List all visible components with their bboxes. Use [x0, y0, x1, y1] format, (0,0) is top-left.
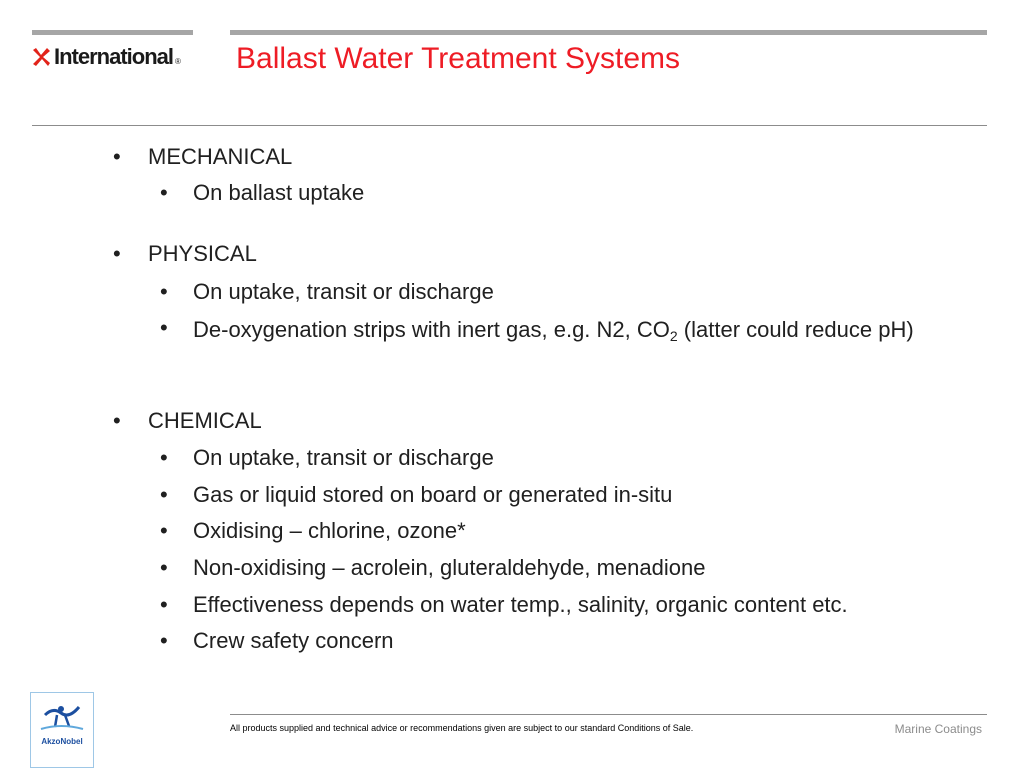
footer-disclaimer: All products supplied and technical advice or recommendations given are subject to our standard Conditions of Sale.: [230, 723, 694, 733]
subscript: 2: [669, 328, 678, 344]
list-item-text: Gas or liquid stored on board or generated in-situ: [193, 482, 673, 507]
list-item: [160, 516, 960, 546]
bullet: •: [160, 628, 168, 653]
title-divider: [32, 125, 987, 126]
bullet: •: [160, 592, 168, 617]
akzonobel-figure-icon: [31, 693, 93, 737]
footer-divider: [230, 714, 987, 715]
bullet: •: [160, 180, 168, 205]
list-item-text: Crew safety concern: [193, 628, 394, 653]
list-item: [160, 178, 960, 208]
list-item: [160, 626, 960, 656]
international-logo: [30, 44, 181, 70]
text-part: (latter could reduce pH): [677, 317, 914, 342]
bullet: •: [160, 445, 168, 470]
slide-title: Ballast Water Treatment Systems: [236, 42, 681, 75]
list-item-text: On ballast uptake: [193, 180, 365, 205]
bullet: •: [113, 241, 121, 266]
footer-division: Marine Coatings: [894, 722, 982, 736]
section-heading-text: PHYSICAL: [148, 241, 257, 266]
header-bar-left: [32, 30, 193, 35]
list-item-text: On uptake, transit or discharge: [193, 445, 494, 470]
list-item: [160, 313, 920, 347]
list-item: [160, 553, 960, 583]
list-item-text: On uptake, transit or discharge: [193, 279, 494, 304]
bullet: •: [160, 555, 168, 580]
logo-registered-mark: ®: [175, 57, 181, 66]
bullet: •: [160, 315, 168, 340]
list-item: [160, 480, 960, 510]
header-bar-right: [230, 30, 987, 35]
list-item: [160, 277, 960, 307]
section-heading: [113, 239, 257, 269]
akzonobel-label: AkzoNobel: [41, 737, 83, 746]
section-heading: [113, 406, 262, 436]
section-heading: [113, 142, 292, 172]
list-item: [160, 443, 960, 473]
section-heading-text: CHEMICAL: [148, 408, 262, 433]
list-item-text: [193, 313, 920, 347]
section-heading-text: MECHANICAL: [148, 144, 293, 169]
international-x-icon: [30, 46, 52, 68]
bullet: •: [160, 279, 168, 304]
list-item-text: Oxidising – chlorine, ozone*: [193, 518, 466, 543]
list-item-text: Non-oxidising – acrolein, gluteraldehyde, menadione: [193, 555, 706, 580]
list-item-text: Effectiveness depends on water temp., salinity, organic content etc.: [193, 592, 848, 617]
bullet: •: [160, 518, 168, 543]
text-part: De-oxygenation strips with inert gas, e.g. N2, CO: [193, 317, 670, 342]
bullet: •: [160, 482, 168, 507]
bullet: •: [113, 408, 121, 433]
list-item: [160, 590, 960, 620]
akzonobel-logo: [30, 692, 94, 768]
logo-text: International: [54, 44, 174, 69]
bullet: •: [113, 144, 121, 169]
